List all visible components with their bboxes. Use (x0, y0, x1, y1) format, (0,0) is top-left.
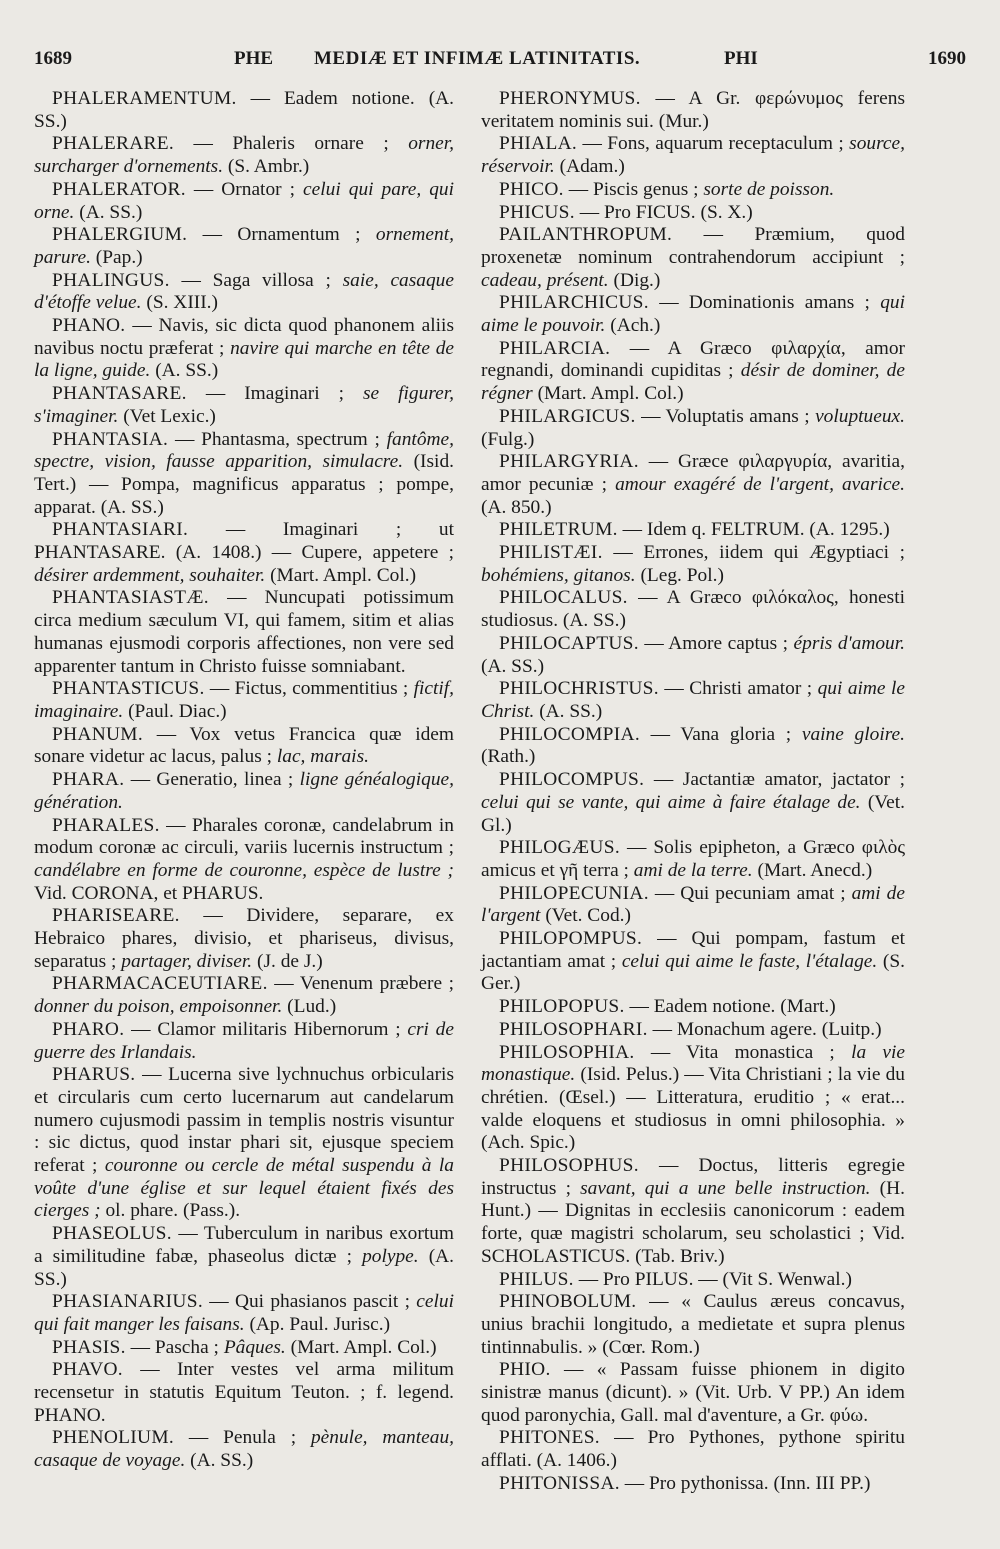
entry-head: PHILARCIA. (499, 337, 611, 359)
entry-text: — Amore captus ; (644, 632, 789, 654)
entry-text: — Tuberculum in naribus exortum a similitudine fabæ, phaseolus dictæ ; (34, 1223, 454, 1267)
entry-source: (A. SS.) (155, 360, 219, 382)
entry-gloss: source, réservoir. (481, 133, 905, 178)
entry-gloss: savant, qui a une belle instruction. (580, 1177, 871, 1199)
entry-text: — Imaginari ; (205, 383, 344, 405)
entry-gloss: lac, marais. (276, 746, 369, 768)
entry-head: PHALERAMENTUM. (52, 88, 237, 109)
entry-text: — Qui pompam, fastum et jactantiam amat ; (481, 928, 905, 972)
entry-source: (S. X.) (700, 201, 753, 223)
entry-head: PHASIANARIUS. (52, 1291, 203, 1313)
entry-source: (Cœr. Rom.) (602, 1336, 700, 1358)
entry-text: — Qui phasianos pascit ; (209, 1291, 410, 1313)
dictionary-entry (34, 315, 454, 383)
dictionary-entry (481, 587, 905, 632)
entry-text: — Dividere, separare, ex Hebraico phares, divisio, et phariseus, divisus, separatus ; (34, 905, 454, 972)
dictionary-entry (34, 815, 454, 906)
entry-text: — Phantasma, spectrum ; (174, 428, 380, 450)
entry-text: — Fictus, commentitius ; (209, 678, 409, 700)
dictionary-entry (481, 202, 905, 225)
entry-head: PHALERATOR. (52, 178, 186, 200)
entry-source: (Inn. III PP.) (773, 1472, 871, 1494)
left-lemma-guide: PHE (234, 48, 274, 69)
dictionary-entry (481, 1155, 905, 1269)
entry-gloss: vaine gloire. (801, 723, 905, 745)
entry-head: PHALERARE. (52, 133, 175, 155)
entry-head: PHARO. (52, 1018, 125, 1040)
entry-gloss: voluptueux. (815, 405, 905, 427)
entry-head: PHILOCHRISTUS. (499, 678, 659, 700)
entry-head: PHERONYMUS. (499, 88, 641, 109)
entry-head: PHILOSOPHUS. (499, 1155, 639, 1177)
entry-source: (S. Ambr.) (227, 156, 310, 178)
dictionary-entry (481, 88, 905, 133)
entry-source: (H. Hunt.) — Dignitas in ecclesiis canonicorum : eadem forte, quæ magistri scholarum, seu scholastici ; Vid. SCHOLASTICUS. (Tab. Briv.) (481, 1177, 905, 1267)
entry-source: (Dig.) (613, 269, 661, 291)
entry-text: — Venenum præbere ; (274, 973, 454, 995)
entry-text: — Phaleris ornare ; (193, 133, 389, 155)
entry-text: — Ornamentum ; (202, 224, 361, 246)
dictionary-entry (481, 1042, 905, 1156)
entry-head: PHILOPOMPUS. (499, 928, 643, 950)
entry-source: (Fulg.) (481, 428, 535, 450)
entry-source: (A. 1295.) (809, 519, 890, 541)
entry-source: (Mur.) (658, 110, 709, 132)
entry-head: PHANTASIASTÆ. (52, 587, 209, 609)
entry-head: PHANTASIARI. (52, 519, 189, 541)
entry-text: — Fons, aquarum receptaculum ; (582, 133, 844, 155)
entry-head: PHILOCAPTUS. (499, 632, 639, 654)
entry-head: PHILOCOMPUS. (499, 769, 645, 791)
dictionary-entry (34, 1291, 454, 1336)
entry-source: (Vet Lexic.) (123, 405, 216, 427)
entry-gloss: cri de guerre des Irlandais. (34, 1018, 454, 1063)
entry-source: ol. phare. (Pass.). (105, 1200, 241, 1222)
entry-text: — Pro Pythones, pythone spiritu afflati. (481, 1427, 905, 1472)
entry-text: — Generatio, linea ; (130, 769, 294, 791)
entry-head: PHILARGYRIA. (499, 451, 639, 473)
entry-gloss: candélabre en forme de couronne, espèce de lustre ; (34, 859, 454, 881)
entry-text: — Monachum agere. (652, 1018, 817, 1040)
dictionary-entry (481, 928, 905, 996)
dictionary-entry (481, 633, 905, 678)
entry-head: PHALERGIUM. (52, 224, 188, 246)
entry-text: — Qui pecuniam amat ; (654, 882, 846, 904)
entry-head: PHICUS. (499, 201, 575, 223)
dictionary-entry (481, 542, 905, 587)
entry-text: — Doctus, litteris egregie instructus ; (481, 1155, 905, 1199)
entry-text: — Jactantiæ amator, jactator ; (653, 769, 905, 791)
entry-source: (A. SS.) (190, 1450, 254, 1472)
entry-head: PHARISEARE. (52, 905, 180, 927)
dictionary-entry (481, 1269, 905, 1292)
entry-text: — Lucerna sive lychnuchus orbicularis et circularis cum certo lucernarum aut candelarum numero cujusmodi passim in templis nostris visuntur : sic dictus, quod instar phari sit, ejusque speciem referat ; (34, 1064, 454, 1177)
dictionary-entry (34, 383, 454, 428)
entry-gloss: navire qui marche en tête de la ligne, guide. (34, 337, 455, 382)
entry-source: (A. SS.) (481, 655, 545, 677)
entry-gloss: orner, surcharger d'ornements. (34, 133, 454, 178)
entry-head: PHARALES. (52, 814, 160, 836)
entry-source: (A. SS.) (34, 1245, 454, 1290)
entry-head: PHILETRUM. (499, 519, 618, 541)
dictionary-entry (34, 1359, 454, 1427)
entry-head: PHILOSOPHIA. (499, 1041, 635, 1063)
entry-text: — Pro PILUS. (578, 1268, 694, 1290)
dictionary-entry (34, 224, 454, 269)
entry-text: — Græce φιλαργυρία, avaritia, amor pecuniæ ; (481, 451, 905, 495)
entry-gloss: désir de dominer, de régner (481, 360, 905, 405)
entry-source: (Leg. Pol.) (640, 564, 724, 586)
entry-text: — Saga villosa ; (181, 269, 331, 291)
right-lemma-guide: PHI (724, 48, 758, 69)
entry-head: PHINOBOLUM. (499, 1291, 637, 1313)
entry-head: PHILOPECUNIA. (499, 882, 649, 904)
entry-head: PHANTASTICUS. (52, 678, 205, 700)
dictionary-entry (481, 1473, 905, 1496)
entry-head: PHILOPOPUS. (499, 996, 625, 1018)
entry-head: PHITONISSA. (499, 1472, 620, 1494)
entry-head: PHILOCALUS. (499, 587, 628, 609)
entry-head: PAILANTHROPUM. (499, 224, 673, 246)
entry-head: PHANUM. (52, 723, 143, 745)
entry-gloss: qui aime le pouvoir. (481, 292, 905, 337)
dictionary-entry (34, 905, 454, 973)
dictionary-entry (34, 587, 454, 678)
dictionary-entry (481, 519, 905, 542)
entry-source: (Ap. Paul. Jurisc.) (249, 1313, 391, 1335)
entry-gloss: fictif, imaginaire. (34, 678, 454, 722)
entry-gloss: pènule, manteau, casaque de voyage. (34, 1427, 454, 1472)
entry-source: (Mart.) (780, 996, 836, 1018)
entry-source: (Isid. Pelus.) — Vita Christiani ; la vie du chrétien. (Œsel.) — Litteratura, eruditio ; « erat... valde eloquens et studiosus in omni philosophia. » (Ach. Spic.) (481, 1064, 905, 1154)
entry-text: — Nuncupati potissimum circa medium sæculum VI, qui famem, sitim et alias humanas ejusmodi corporis affectiones, non vere sed apparenter tantum in Christo fuisse somniabant. (34, 587, 454, 677)
entry-text: — « Caulus æreus concavus, unius brachii longitudo, a medietate et supra plenus tintinnabulis. » (481, 1291, 905, 1358)
entry-head: PHANTASARE. (52, 383, 187, 405)
entry-head: PHALINGUS. (52, 269, 170, 291)
entry-gloss: ami de l'argent (481, 882, 905, 927)
entry-gloss: saie, casaque d'étoffe velue. (34, 269, 454, 314)
entry-text: — Solis epipheton, a Græco φιλὸς amicus et γῆ terra ; (481, 837, 905, 881)
entry-gloss: celui qui fait manger les faisans. (34, 1291, 454, 1335)
entry-text: — Vita monastica ; (650, 1041, 835, 1063)
entry-head: PHENOLIUM. (52, 1427, 175, 1449)
dictionary-entry (481, 1019, 905, 1042)
entry-gloss: bohémiens, gitanos. (481, 564, 636, 586)
dictionary-entry (481, 179, 905, 202)
entry-source: (Mart. Ampl. Col.) (537, 383, 684, 405)
dictionary-entry (481, 338, 905, 406)
entry-gloss: fantôme, spectre, vision, fausse apparition, simulacre. (34, 428, 454, 473)
dictionary-entry (34, 1337, 454, 1360)
entry-source: (A. 850.) (481, 496, 552, 518)
entry-gloss: Pâques. (223, 1336, 286, 1358)
running-title: MEDIÆ ET INFIMÆ LATINITATIS. (314, 48, 641, 69)
entry-text: — Imaginari ; ut PHANTASARE. (A. 1408.) — Cupere, appetere ; (34, 519, 454, 564)
entry-source: (Mart. Ampl. Col.) (270, 564, 417, 586)
entry-head: PHILUS. (499, 1268, 574, 1290)
dictionary-entry (34, 769, 454, 814)
entry-gloss: couronne ou cercle de métal suspendu à la voûte d'une église et sur lequel étaient fixés des cierges ; (34, 1155, 454, 1222)
page-number-right: 1690 (928, 48, 966, 69)
dictionary-entry (481, 996, 905, 1019)
dictionary-entry (34, 179, 454, 224)
dictionary-entry (481, 837, 905, 882)
entry-gloss: sorte de poisson. (703, 178, 835, 200)
dictionary-entry (481, 406, 905, 451)
dictionary-entry (481, 1291, 905, 1359)
entry-head: PHILARCHICUS. (499, 292, 649, 314)
entry-gloss: celui qui aime le faste, l'étalage. (621, 950, 878, 972)
entry-gloss: ligne généalogique, génération. (34, 769, 454, 813)
right-column (481, 88, 905, 1496)
dictionary-entry (481, 292, 905, 337)
entry-source: (Vit. Urb. V PP.) An idem quod paronychia, Gall. mal d'aventure, a Gr. φύω. (481, 1382, 906, 1426)
entry-head: PHILISTÆI. (499, 542, 603, 564)
entry-text: — Pharales coronæ, candelabrum in modum coronæ ac circuli, variis lucernis instructum ; (34, 814, 454, 859)
entry-head: PHILARGICUS. (499, 405, 636, 427)
entry-source: (A. SS.) (34, 88, 454, 132)
dictionary-entry (481, 769, 905, 837)
entry-text: — A Græco φιλόκαλος, honesti studiosus. (481, 587, 905, 632)
entry-gloss: celui qui se vante, qui aime à faire étalage de. (481, 791, 861, 813)
running-header (34, 48, 966, 78)
dictionary-entry (34, 1223, 454, 1291)
dictionary-entry (34, 1019, 454, 1064)
entry-head: PHASIS. (52, 1336, 126, 1358)
entry-source: Vid. CORONA, et PHARUS. (34, 882, 264, 904)
entry-source: (J. de J.) (257, 950, 323, 972)
entry-head: PHASEOLUS. (52, 1223, 172, 1245)
dictionary-entry (34, 1427, 454, 1472)
entry-text: — Vana gloria ; (650, 723, 792, 745)
dictionary-entry (481, 724, 905, 769)
entry-source: (S. XIII.) (146, 292, 218, 314)
dictionary-entry (34, 429, 454, 520)
entry-source: (Adam.) (559, 156, 625, 178)
entry-text: — Dominationis amans ; (659, 292, 870, 314)
dictionary-entry (34, 724, 454, 769)
entry-text: — Piscis genus ; (568, 178, 699, 200)
entry-text: — Vox vetus Francica quæ idem sonare videtur ac lacus, palus ; (34, 723, 454, 768)
entry-head: PHITONES. (499, 1427, 600, 1449)
entry-source: (S. Ger.) (481, 950, 905, 995)
dictionary-entry (481, 133, 905, 178)
entry-text: — « Passam fuisse phionem in digito sinistræ manus (dicunt). » (481, 1359, 905, 1404)
entry-head: PHAVO. (52, 1359, 123, 1381)
entry-source: (Pap.) (95, 246, 143, 268)
entry-source: (Lud.) (287, 996, 337, 1018)
entry-source: (Vet. Cod.) (545, 905, 631, 927)
entry-text: — Clamor militaris Hibernorum ; (131, 1018, 401, 1040)
entry-head: PHARUS. (52, 1064, 136, 1086)
entry-gloss: désirer ardemment, souhaiter. (34, 564, 266, 586)
left-column (34, 88, 454, 1473)
entry-source: (Ach.) (610, 315, 661, 337)
entry-text: — Christi amator ; (664, 678, 813, 700)
entry-source: (A. 1406.) (536, 1450, 617, 1472)
entry-source: (A. SS.) (562, 610, 626, 632)
entry-gloss: ornement, parure. (34, 224, 454, 268)
entry-text: — Penula ; (188, 1427, 297, 1449)
entry-source: (Mart. Ampl. Col.) (290, 1336, 437, 1358)
entry-gloss: qui aime le Christ. (481, 678, 905, 722)
entry-head: PHICO. (499, 178, 564, 200)
entry-gloss: cadeau, présent. (481, 269, 609, 291)
entry-source: (Rath.) (481, 746, 536, 768)
entry-head: PHARA. (52, 769, 125, 791)
dictionary-entry (34, 88, 454, 133)
entry-source: (Isid. Tert.) — Pompa, magnificus apparatus ; pompe, apparat. (A. SS.) (34, 451, 454, 518)
entry-head: PHANTASIA. (52, 428, 169, 450)
dictionary-entry (34, 519, 454, 587)
entry-source: (Vet. Gl.) (481, 791, 905, 836)
entry-gloss: donner du poison, empoisonner. (34, 996, 283, 1018)
entry-text: — Ornator ; (193, 178, 296, 200)
entry-text: — Errones, iidem qui Ægyptiaci ; (613, 542, 905, 564)
entry-text: — Præmium, quod proxenetæ nominum contrahendorum accipiunt ; (481, 224, 905, 268)
entry-text: — Eadem notione. (629, 996, 776, 1018)
page-number-left: 1689 (34, 48, 72, 69)
entry-source: (Luitp.) (821, 1018, 882, 1040)
entry-gloss: polype. (362, 1245, 419, 1267)
dictionary-entry (34, 133, 454, 178)
dictionary-entry (481, 1359, 905, 1427)
dictionary-entry (481, 883, 905, 928)
entry-text: — Eadem notione. (250, 88, 415, 109)
entry-text: — Pascha ; (130, 1336, 219, 1358)
dictionary-entry (481, 224, 905, 292)
entry-gloss: épris d'amour. (793, 632, 905, 654)
entry-text: — Voluptatis amans ; (641, 405, 810, 427)
entry-head: PHILOSOPHARI. (499, 1018, 648, 1040)
entry-text: — Pro pythonissa. (624, 1472, 769, 1494)
entry-gloss: la vie monastique. (481, 1041, 905, 1086)
dictionary-entry (34, 678, 454, 723)
dictionary-entry (34, 973, 454, 1018)
entry-source: (Paul. Diac.) (128, 700, 227, 722)
dictionary-entry (481, 451, 905, 519)
entry-gloss: partager, diviser. (121, 950, 253, 972)
entry-text: — A Gr. φερώνυμος ferens veritatem nominis sui. (481, 88, 905, 132)
entry-text: — Idem q. FELTRUM. (622, 519, 805, 541)
entry-head: PHILOCOMPIA. (499, 723, 640, 745)
entry-text: — Navis, sic dicta quod phanonem aliis navibus noctu præferat ; (34, 315, 454, 359)
dictionary-entry (34, 1064, 454, 1223)
entry-gloss: se figurer, s'imaginer. (34, 383, 454, 427)
entry-gloss: ami de la terre. (633, 859, 753, 881)
entry-text: — Inter vestes vel arma militum recensetur in statutis Equitum Teuton. ; f. legend. PHANO. (34, 1359, 454, 1426)
entry-head: PHANO. (52, 315, 126, 337)
entry-text: — Pro FICUS. (579, 201, 696, 223)
dictionary-entry (34, 270, 454, 315)
entry-source: (A. SS.) (539, 700, 603, 722)
entry-head: PHILOGÆUS. (499, 837, 620, 859)
dictionary-entry (481, 1427, 905, 1472)
entry-gloss: celui qui pare, qui orne. (34, 178, 455, 223)
dictionary-entry (481, 678, 905, 723)
entry-source: (A. SS.) (79, 201, 143, 223)
entry-text: — A Græco φιλαρχία, amor regnandi, dominandi cupiditas ; (481, 337, 905, 382)
entry-head: PHARMACACEUTIARE. (52, 973, 268, 995)
entry-gloss: amour exagéré de l'argent, avarice. (615, 473, 905, 495)
entry-head: PHIALA. (499, 133, 578, 155)
entry-source: — (Vit S. Wenwal.) (698, 1268, 852, 1290)
entry-head: PHIO. (499, 1359, 551, 1381)
entry-source: (Mart. Anecd.) (757, 859, 873, 881)
